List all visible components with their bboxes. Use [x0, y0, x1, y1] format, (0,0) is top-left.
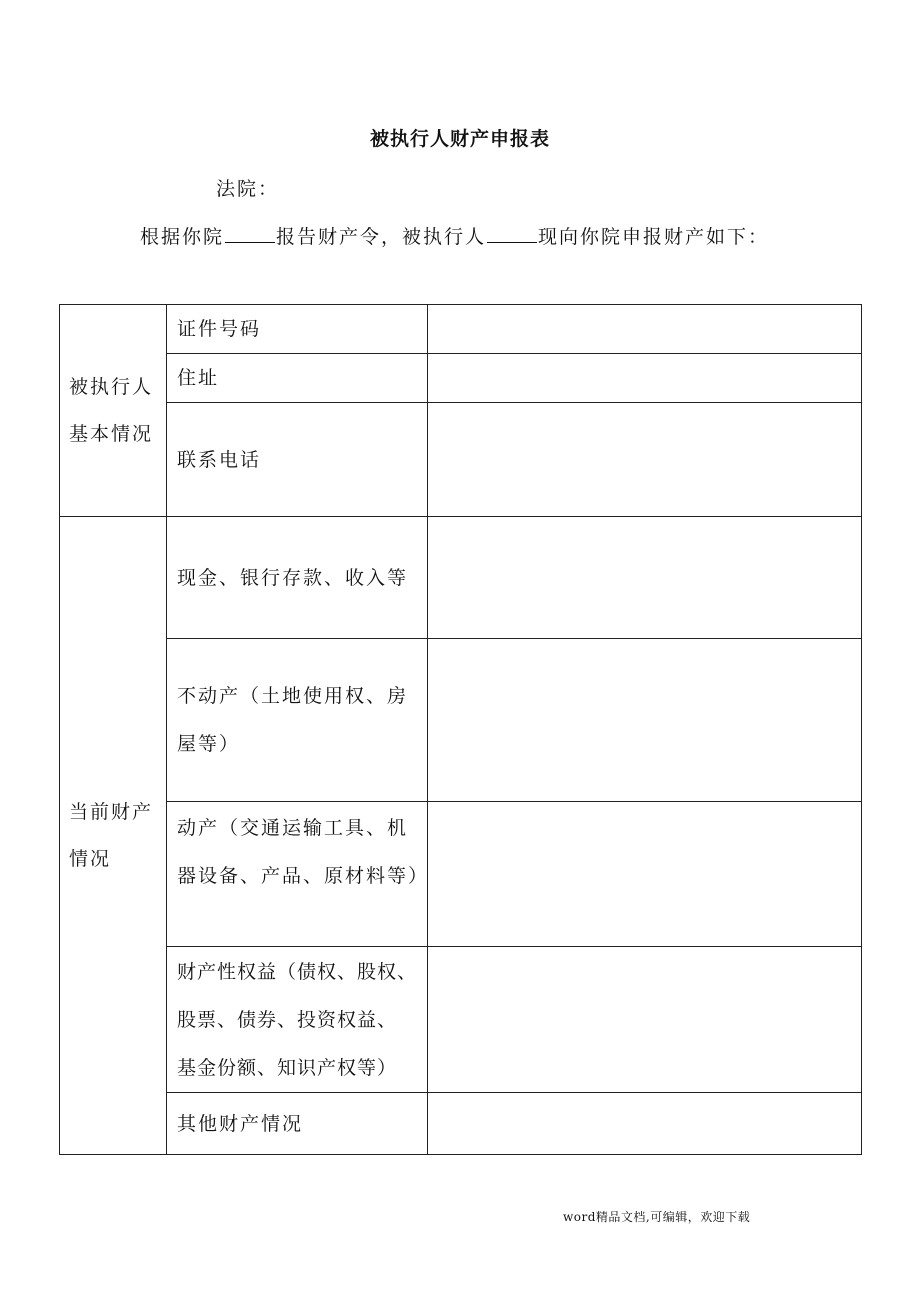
blank-executee-name[interactable] [487, 224, 537, 243]
value-address[interactable] [428, 354, 862, 403]
label-line: 现金、银行存款、收入等 [177, 566, 409, 589]
value-cash-deposits[interactable] [428, 517, 862, 639]
table-row [60, 403, 862, 517]
table-row [60, 802, 862, 947]
asset-declaration-table [59, 304, 862, 1155]
table-row [60, 639, 862, 802]
label-line: 屋等） [177, 733, 241, 755]
value-other-assets[interactable] [428, 1093, 862, 1155]
category-current-assets [60, 517, 167, 1155]
footer-note: word精品文档,可编辑，欢迎下载 [563, 1210, 751, 1224]
table-row [60, 1093, 862, 1155]
intro-text-1: 根据你院 [140, 226, 225, 248]
intro-text-2: 报告财产令，被执行人 [276, 226, 487, 248]
label-movable-property [167, 802, 428, 947]
court-line: 法院： [216, 178, 280, 200]
table-row [60, 305, 862, 354]
category-line: 基本情况 [69, 422, 154, 445]
table-row [60, 517, 862, 639]
label-address: 住址 [167, 354, 428, 403]
label-line: 不动产（土地使用权、房 [177, 685, 409, 707]
category-basic-info [60, 305, 167, 517]
label-line: 器设备、产品、原材料等） [177, 865, 430, 887]
value-movable-property[interactable] [428, 802, 862, 947]
table-row [60, 947, 862, 1093]
label-real-estate [167, 639, 428, 802]
category-line: 情况 [69, 847, 112, 870]
category-line: 当前财产 [69, 800, 154, 823]
document-title: 被执行人财产申报表 [369, 128, 550, 150]
label-line: 其他财产情况 [177, 1112, 304, 1135]
value-id-number[interactable] [428, 305, 862, 354]
value-phone[interactable] [428, 403, 862, 517]
label-line: 财产性权益（债权、股权、 [177, 960, 418, 983]
intro-text-3: 现向你院申报财产如下： [538, 226, 770, 248]
category-line: 被执行人 [69, 375, 154, 398]
table-row [60, 354, 862, 403]
blank-order-number[interactable] [225, 224, 275, 243]
value-real-estate[interactable] [428, 639, 862, 802]
label-property-rights [167, 947, 428, 1093]
label-line: 基金份额、知识产权等） [177, 1056, 398, 1079]
value-property-rights[interactable] [428, 947, 862, 1093]
label-line: 股票、债券、投资权益、 [177, 1008, 398, 1031]
label-cash-deposits [167, 517, 428, 639]
label-id-number: 证件号码 [167, 305, 428, 354]
intro-line [140, 222, 769, 249]
label-line: 动产（交通运输工具、机 [177, 817, 409, 839]
label-phone: 联系电话 [167, 403, 428, 517]
label-other-assets [167, 1093, 428, 1155]
